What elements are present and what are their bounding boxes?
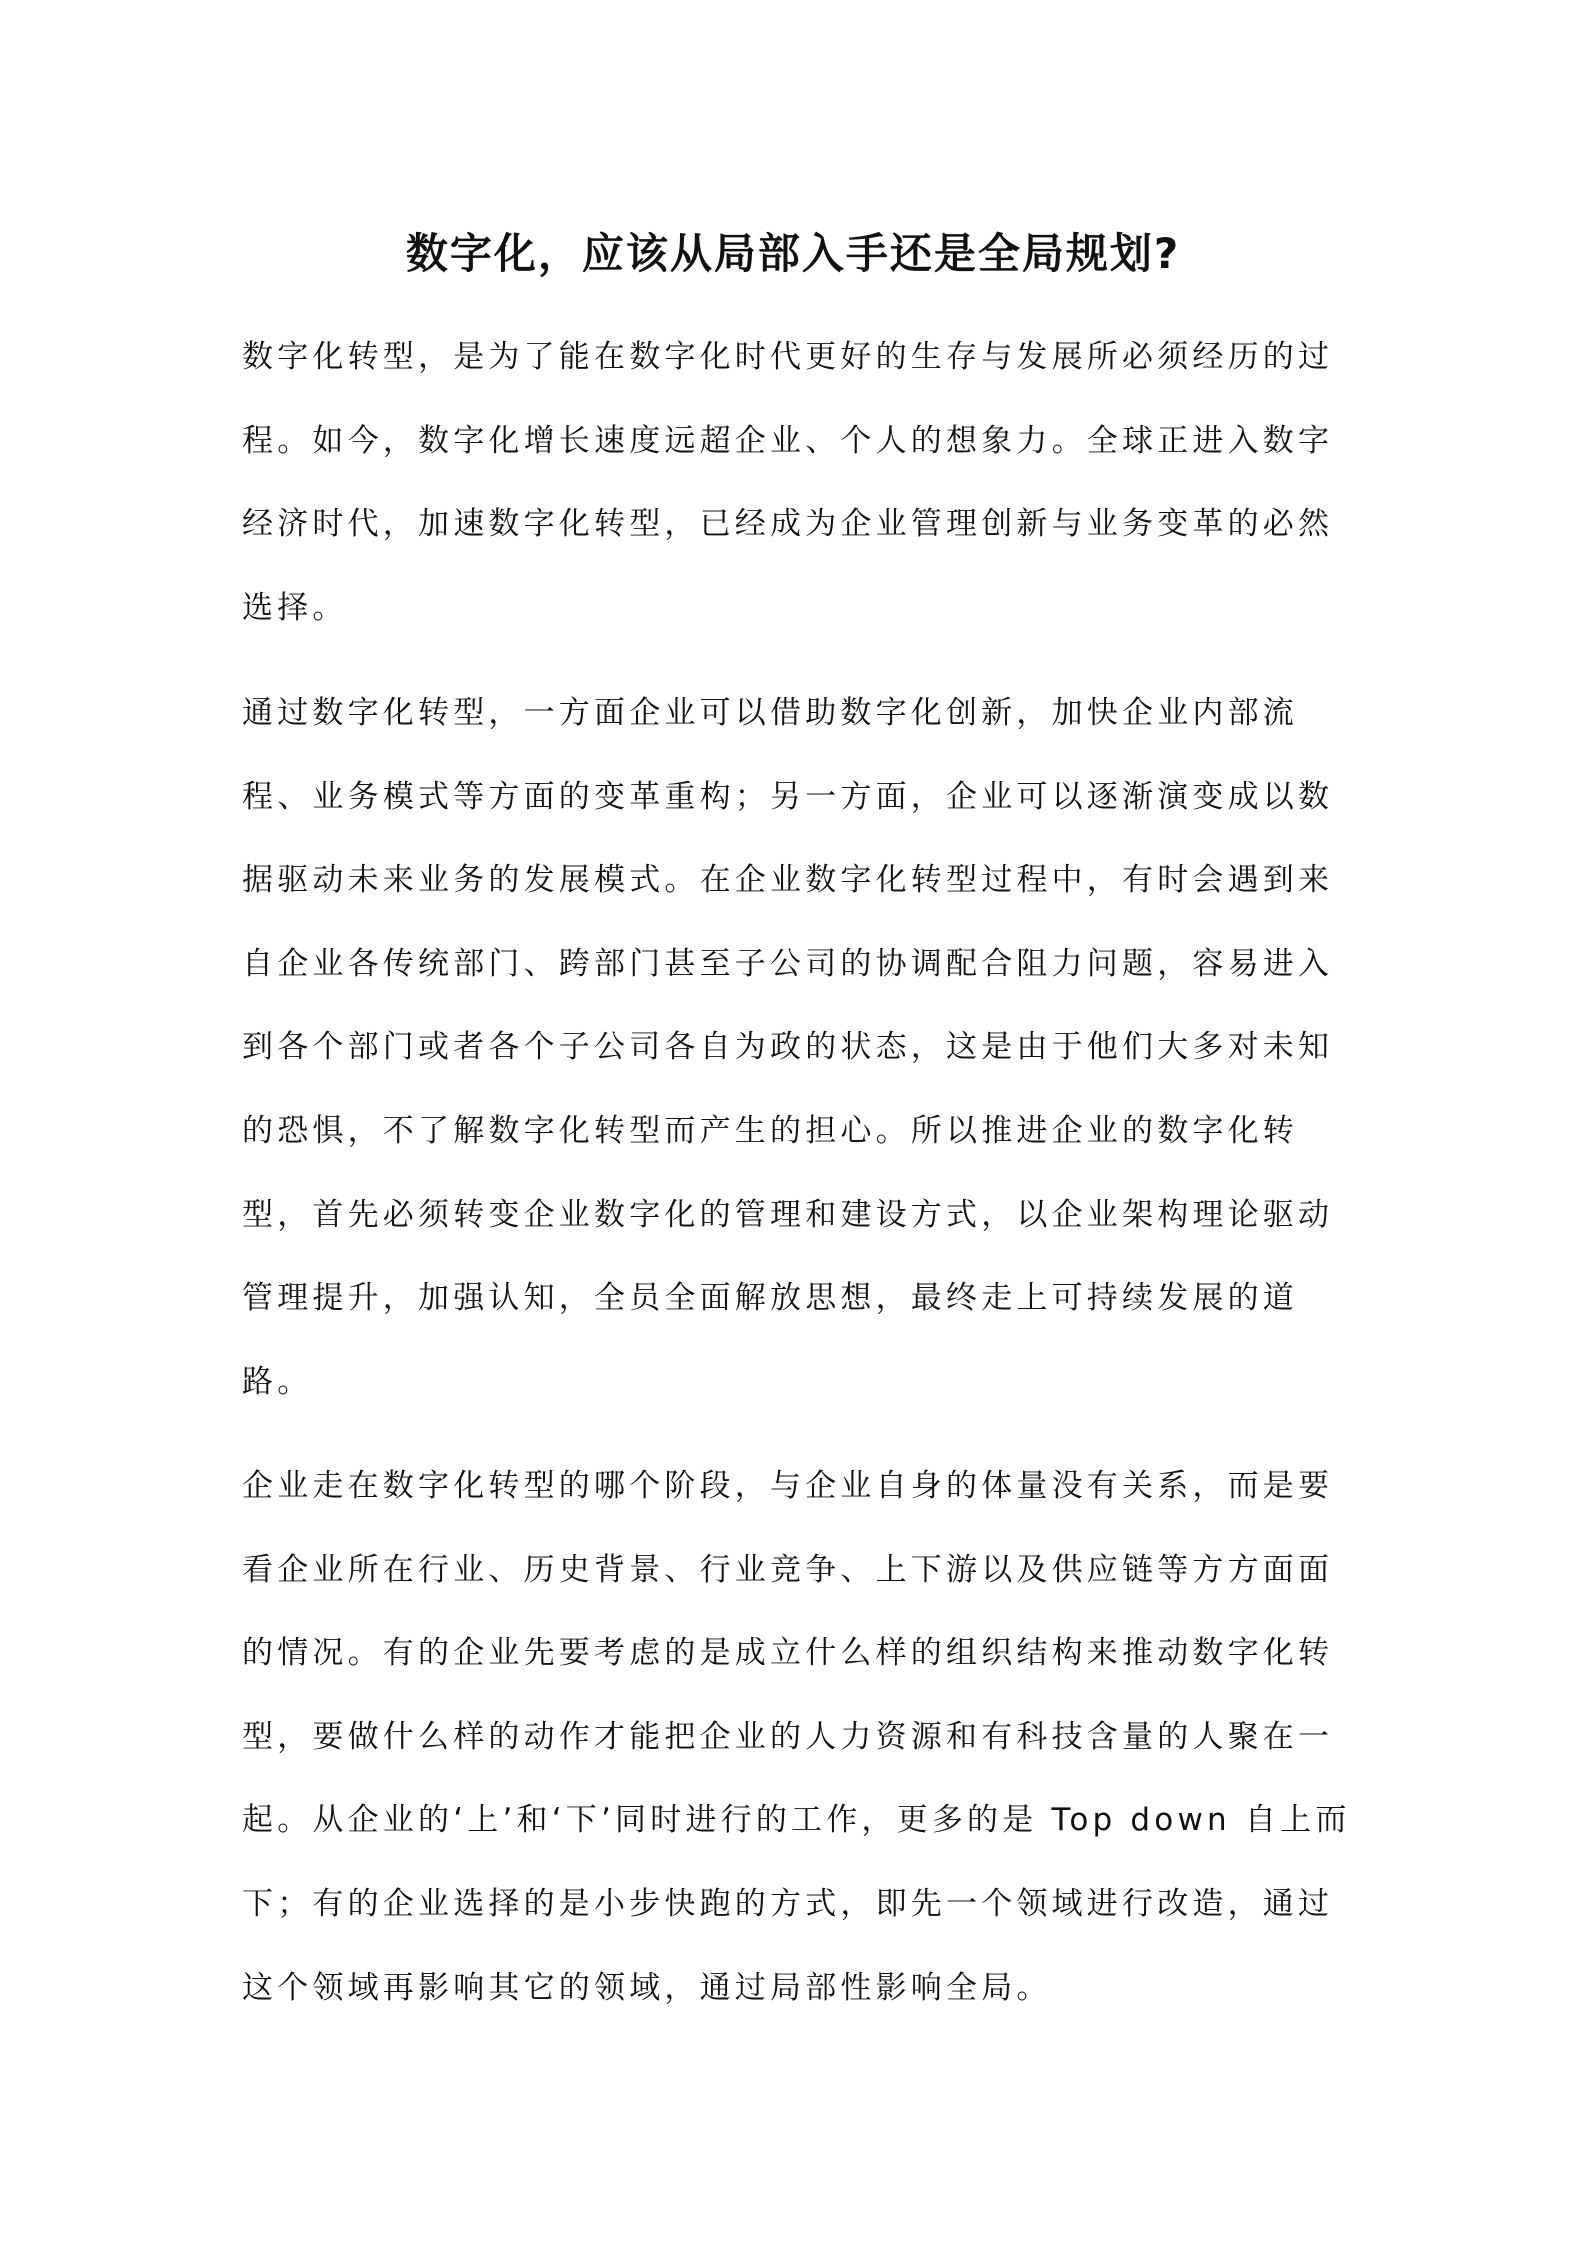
paragraph-3 xyxy=(242,1445,1351,2030)
paragraph-line: 型，要做什么样的动作才能把企业的人力资源和有科技含量的人聚在一 xyxy=(242,1718,1334,1755)
paragraph-line: 程、业务模式等方面的变革重构；另一方面，企业可以逐渐演变成以数 xyxy=(242,778,1334,815)
paragraph-line: 型，首先必须转变企业数字化的管理和建设方式，以企业架构理论驱动 xyxy=(242,1196,1334,1233)
document-title: 数字化，应该从局部入手还是全局规划? xyxy=(405,229,1181,278)
paragraph-line: 据驱动未来业务的发展模式。在企业数字化转型过程中，有时会遇到来 xyxy=(242,862,1334,899)
paragraph-line: 管理提升，加强认知，全员全面解放思想，最终走上可持续发展的道 xyxy=(242,1280,1298,1317)
paragraph-line: 看企业所在行业、历史背景、行业竞争、上下游以及供应链等方方面面 xyxy=(242,1551,1334,1588)
paragraph-line: 程。如今，数字化增长速度远超企业、个人的想象力。全球正进入数字 xyxy=(242,422,1334,459)
paragraph-line: 企业走在数字化转型的哪个阶段，与企业自身的体量没有关系，而是要 xyxy=(242,1468,1334,1504)
paragraph-line: 选择。 xyxy=(242,589,348,626)
paragraph-line: 到各个部门或者各个子公司各自为政的状态，这是由于他们大多对未知 xyxy=(242,1029,1334,1066)
paragraph-2 xyxy=(242,672,1342,1424)
paragraph-line: 自企业各传统部门、跨部门甚至子公司的协调配合阻力问题，容易进入 xyxy=(242,945,1334,982)
paragraph-line: 经济时代，加速数字化转型，已经成为企业管理创新与业务变革的必然 xyxy=(242,506,1334,543)
paragraph-line: 起。从企业的‘上’和‘下’同时进行的工作，更多的是 Top down 自上而 xyxy=(242,1802,1351,1839)
paragraph-line: 这个领域再影响其它的领域，通过局部性影响全局。 xyxy=(242,1969,1052,2006)
paragraph-line: 的情况。有的企业先要考虑的是成立什么样的组织结构来推动数字化转 xyxy=(242,1635,1334,1672)
paragraph-line: 数字化转型，是为了能在数字化时代更好的生存与发展所必须经历的过 xyxy=(242,339,1334,375)
paragraph-1 xyxy=(242,316,1342,650)
paragraph-line: 下；有的企业选择的是小步快跑的方式，即先一个领域进行改造，通过 xyxy=(242,1885,1334,1922)
paragraph-line: 通过数字化转型，一方面企业可以借助数字化创新，加快企业内部流 xyxy=(242,695,1298,731)
paragraph-line: 路。 xyxy=(242,1363,313,1400)
paragraph-line: 的恐惧，不了解数字化转型而产生的担心。所以推进企业的数字化转 xyxy=(242,1112,1298,1149)
